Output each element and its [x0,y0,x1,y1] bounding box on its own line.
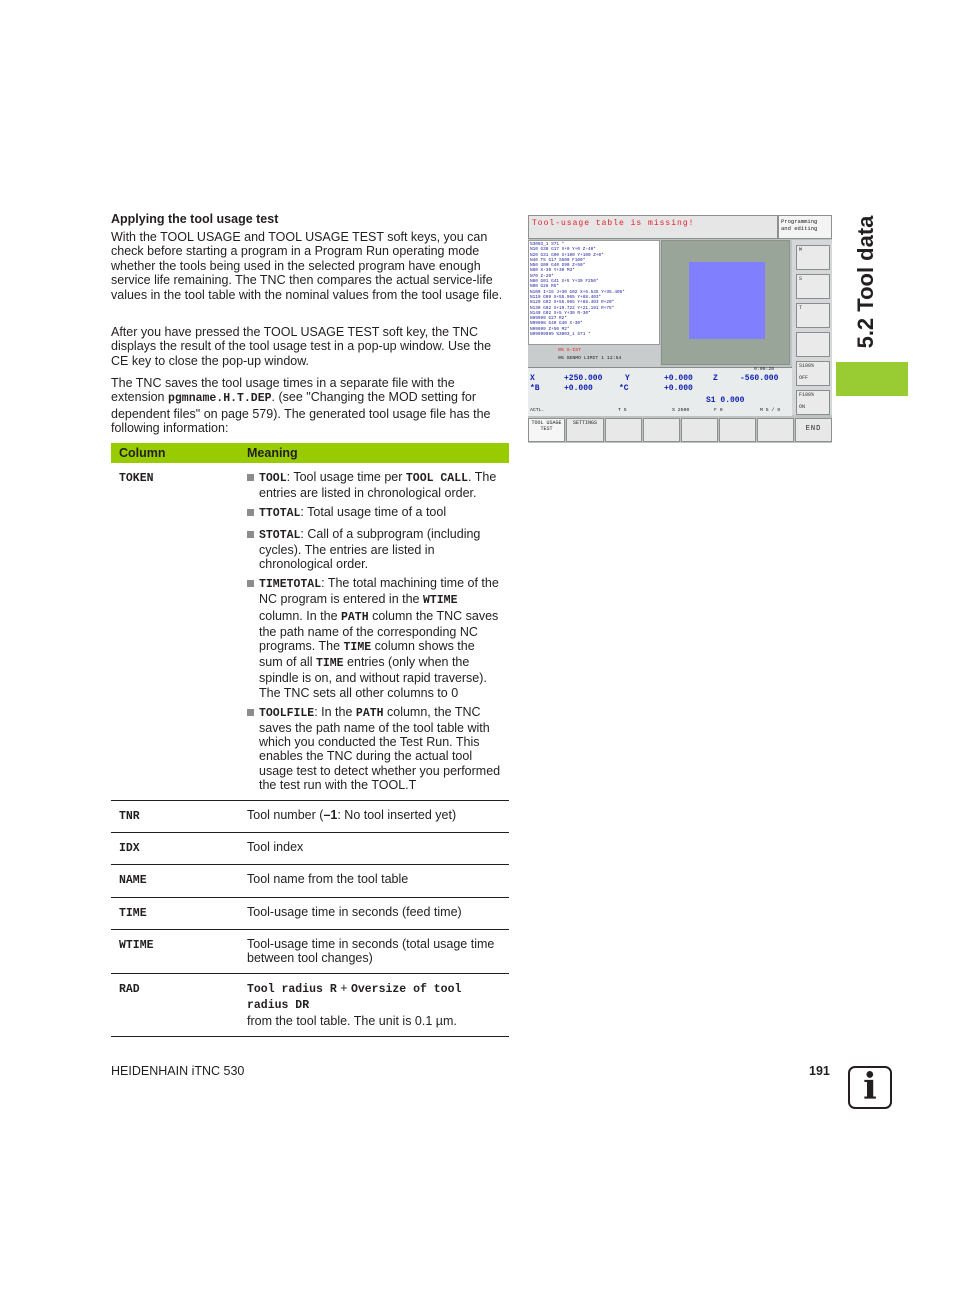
column-code: WTIME [119,938,154,952]
program-line: N99999 G27 R2* [530,316,567,322]
table-cell-meaning [239,463,509,801]
paragraph-file-post: . (see "Changing the MOD setting for dependent files" on page 579). The generated tool usage file has the following information: [111,390,491,436]
tnc-time-display: 0:00:20 [754,367,775,372]
program-line: N70 Z-20* [530,273,554,279]
tnc-mode-line: and editing [781,225,818,232]
info-icon: i [848,1066,892,1109]
tnc-program-lines [530,242,658,337]
footer-manual-title: HEIDENHAIN iTNC 530 [111,1064,245,1078]
table-cell-column [111,865,239,897]
column-code: NAME [119,874,147,888]
tnc-message-bar [528,215,778,239]
info-field: F 0 [714,408,723,413]
list-item [247,527,501,572]
program-line: N40 T5 G17 S500 F100* [530,257,586,263]
header-column: Column [111,443,239,463]
table-row [111,801,509,833]
tnc-position-row [530,384,693,393]
program-line: N110 G09 X+55.965 Y+88.403* [530,294,602,300]
side-key-label: T [799,305,803,311]
tnc-info-row [530,408,790,413]
table-cell-meaning [239,801,509,833]
table-row [111,865,509,897]
table-cell-meaning: Tool-usage time in seconds (feed time) [239,897,509,929]
softkey-settings[interactable]: SETTINGS [566,418,604,442]
tnc-side-key-m[interactable] [796,245,830,270]
softkey-tool-usage-test[interactable]: TOOL USAGE TEST [528,418,565,442]
token-code: PATH [355,706,384,720]
softkey-empty[interactable] [681,418,718,442]
table-cell-meaning: Tool-usage time in seconds (total usage time between tool changes) [239,929,509,973]
program-line: N20 G31 G90 X+100 Y+100 Z+0* [530,252,604,258]
meaning-text: : No tool inserted yet) [337,808,457,823]
token-text: : Tool usage time per [286,470,406,484]
paragraph-intro: With the TOOL USAGE and TOOL USAGE TEST soft keys, you can check before starting a program in a Program Run operating mode whether the tools being used in the selected program have enough service life remaining. The TNC then compares the actual service-life values in the tool table with the nominal values from the tool usage file. [111,230,503,302]
program-line: N60 X-30 Y+30 M3* [530,268,575,274]
tnc-status-line: 0% SENMO LIMIT 1 12:54 [558,356,622,361]
token-code: WTIME [422,594,458,608]
table-cell-meaning: Tool index [239,833,509,865]
tnc-side-key-feed[interactable] [796,390,830,415]
side-key-off-label: OFF [799,375,809,381]
column-code: IDX [119,842,140,856]
tnc-mode-label [778,215,832,239]
token-text: : Call of a subprogram (including cycles). The entries are listed in chronological order. [259,526,481,572]
axis-value: +0.000 [664,374,693,383]
axis-label: *C [619,384,629,393]
table-cell-meaning: Tool name from the tool table [239,865,509,897]
tnc-position-row [530,374,779,383]
table-cell-column [111,974,239,1037]
token-code: TIME [343,641,372,655]
program-line: %3003_1 S71 * [530,242,565,247]
tnc-side-key-override[interactable] [796,361,830,386]
side-key-on-label: ON [799,404,806,410]
tnc-program-window [528,240,660,345]
info-field: S 2500 [672,408,690,413]
softkey-empty[interactable] [643,418,680,442]
paragraph-file [111,376,507,436]
table-row [111,897,509,929]
token-text: column the TNC saves the path name of the corresponding NC programs. The [259,608,499,654]
paragraph-popup: After you have pressed the TOOL USAGE TEST soft key, the TNC displays the result of the tool usage test in a pop-up window. Use the CE key to close the pop-up window. [111,325,492,368]
header-meaning: Meaning [239,443,509,463]
list-item [247,705,501,792]
program-line: N100 I+15 J+30 G02 X+6.545 Y+35.405* [530,289,625,295]
token-code: TOOLFILE [259,706,315,720]
program-line: N99998 G40 G40 X-30* [530,321,583,327]
tnc-mode-line: Programming [781,218,818,225]
tnc-side-panel [792,240,832,415]
section-heading: Applying the tool usage test [111,212,279,226]
tnc-side-key-s[interactable] [796,274,830,299]
token-text: : In the [314,704,356,719]
token-text: entries (only when the spindle is on, and without rapid traverse). The TNC sets all other columns to 0 [259,655,487,700]
tnc-status-line: 0% S-IST [558,348,582,353]
token-text: column, the TNC saves the path name of the tool table with which you conducted the Test Run. This enables the TNC during the actual tool usage test to detect whether you performed the test run with the TOOL.T [259,704,501,792]
table-cell-column [111,833,239,865]
side-key-label: M [799,247,803,253]
side-key-label: S [799,276,803,282]
table-row [111,463,509,801]
tnc-softkey-bar [528,418,832,443]
info-field: M 5 / 9 [760,408,781,413]
program-line: N10 G30 G17 X+0 Y+0 Z-40* [530,247,596,253]
meaning-text: Tool number ( [247,808,324,823]
table-cell-column [111,801,239,833]
chapter-side-tab [826,212,906,352]
tnc-side-key-spindle[interactable] [796,332,830,357]
table-cell-column [111,929,239,973]
axis-value: +0.000 [564,384,593,393]
token-text: : The total machining time of the NC program is entered in the [259,576,499,607]
table-cell-column [111,463,239,801]
axis-value: +0.000 [664,384,693,393]
program-line: N140 G02 X+5 Y+30 R-30* [530,310,591,316]
tnc-position-display [528,367,792,416]
token-code: TIME [315,657,344,671]
token-code: STOTAL [259,528,301,542]
paragraph-file-pre: The TNC saves the tool usage times in a separate file with the extension [111,376,455,405]
side-key-label: S100% [799,363,815,369]
token-code: TOOL CALL [405,472,469,485]
table-header-row [111,443,509,463]
axis-label: Y [625,374,630,383]
table-row [111,833,509,865]
chapter-side-tab-label: 5.2 Tool data [853,215,878,349]
axis-label: Z [713,374,718,383]
table-row [111,974,509,1037]
token-text: column shows the sum of all [259,639,475,670]
table-cell-meaning [239,974,509,1037]
table-cell-column [111,897,239,929]
page-number: 191 [809,1064,830,1078]
rad-plus: + [336,981,351,996]
tool-usage-file-table [111,443,509,1037]
program-line: N99999999 %3003_1 S71 * [530,332,591,338]
info-field: T 5 [618,408,627,413]
token-code: TIMETOTAL [259,578,322,592]
softkey-empty[interactable] [757,418,794,442]
chapter-tab-marker [836,362,908,396]
token-text: . The entries are listed in chronological order. [259,470,497,501]
program-line: N90 G26 R5* [530,284,559,290]
column-code: RAD [119,983,140,997]
softkey-empty[interactable] [605,418,642,442]
table-row [111,929,509,973]
list-item [247,576,501,700]
token-code: TOOL [259,472,287,485]
column-code: TIME [119,906,147,920]
tnc-screenshot [528,215,832,443]
list-item [247,505,501,521]
axis-label: X [530,374,535,383]
tnc-spindle-row: S1 0.000 [706,396,745,405]
token-text: column. In the [259,608,341,623]
tnc-graphics-window [661,240,790,365]
axis-value: +250.000 [564,374,603,383]
softkey-end[interactable]: END [795,418,832,442]
program-line: N130 G02 X+19.722 Y+21.191 R+75* [530,305,615,311]
column-code: TNR [119,810,140,824]
tnc-status-area [528,345,660,367]
file-extension-code: pgmname.H.T.DEP [167,392,272,406]
program-line: N50 G00 G40 G90 Z+50* [530,263,586,269]
side-key-label: F100% [799,392,815,398]
softkey-empty[interactable] [719,418,756,442]
axis-value: -560.000 [740,374,779,383]
tnc-side-key-t[interactable] [796,303,830,328]
tnc-error-message: Tool-usage table is missing! [532,219,695,228]
rad-code: Oversize of tool radius DR [247,983,462,1013]
program-line: N80 G01 G41 X+5 Y+30 F250* [530,279,599,285]
meaning-bold: –1 [323,808,338,823]
rad-code: Tool radius R [247,983,337,997]
list-item [247,470,501,500]
token-text: : Total usage time of a tool [300,505,447,520]
token-list [247,470,501,792]
column-code: TOKEN [119,472,154,485]
program-line: N99999 Z+50 M2* [530,326,570,332]
info-field: ACTL. [530,408,545,413]
token-code: PATH [341,610,369,624]
token-code: TTOTAL [259,507,301,521]
rad-text: from the tool table. The unit is 0.1 µm. [247,1013,457,1028]
workpiece-graphic [689,262,765,339]
program-line: N120 G02 X+55.965 Y+88.403 R+20* [530,300,615,306]
axis-label: *B [530,384,540,393]
